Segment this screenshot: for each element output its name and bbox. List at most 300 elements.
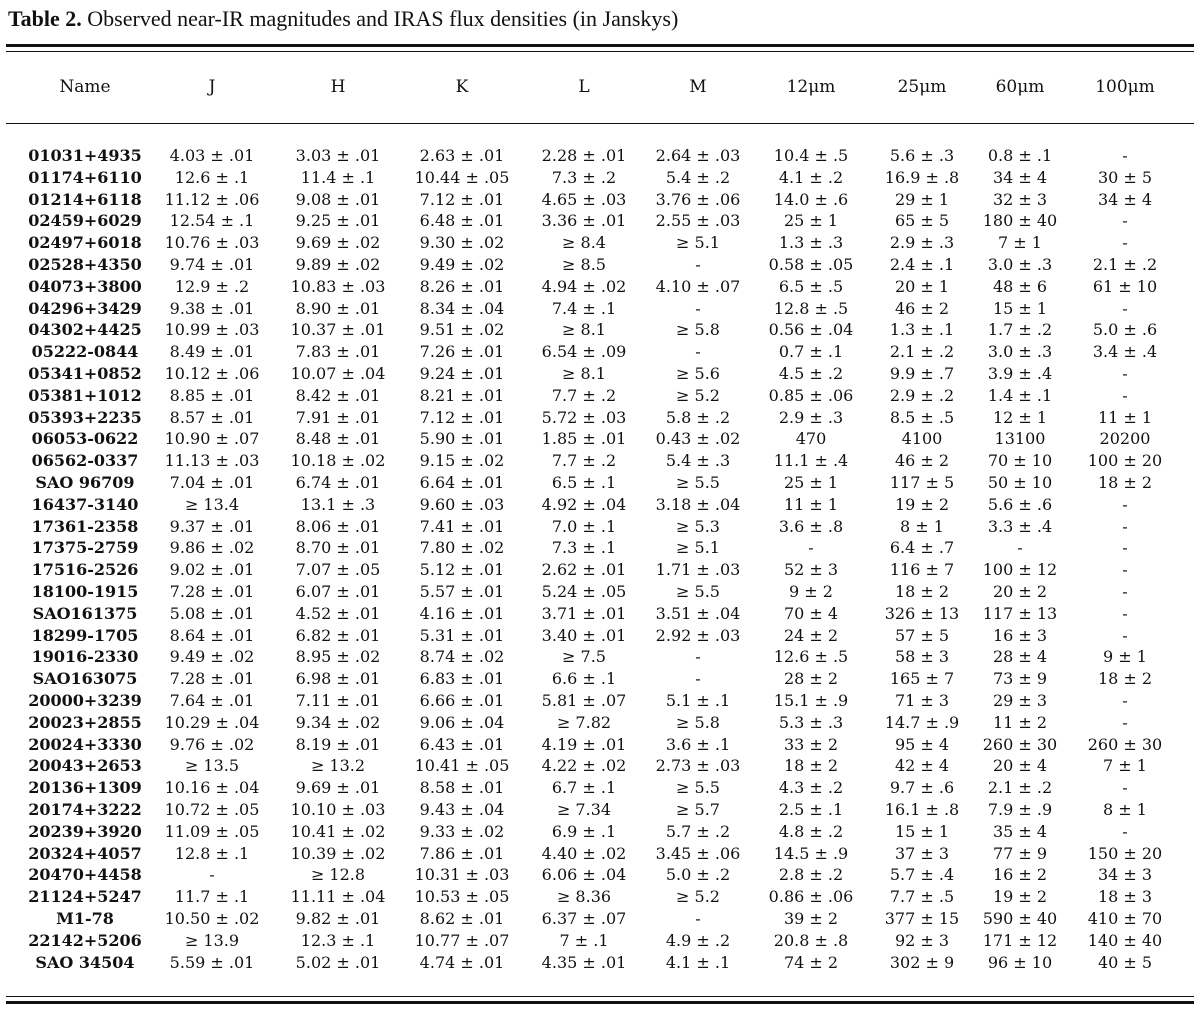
- table-cell: 4.65 ± .03: [541, 189, 627, 209]
- table-row: [0, 363, 1200, 385]
- object-name-cell: 01174+6110: [28, 167, 142, 187]
- table-cell: 3.40 ± .01: [541, 625, 627, 645]
- table-cell: 16.1 ± .8: [884, 800, 960, 819]
- table-cell: 0.86 ± .06: [768, 887, 854, 907]
- table-cell: 15 ± 1: [894, 821, 950, 841]
- table-cell: 5.90 ± .01: [419, 429, 505, 449]
- table-row: [0, 450, 1200, 472]
- table-row: [0, 646, 1200, 668]
- table-cell: 39 ± 2: [783, 909, 839, 928]
- table-cell: 3.3 ± .4: [987, 516, 1053, 536]
- table-cell: 11.11 ± .04: [290, 887, 386, 907]
- object-name-cell: 02528+4350: [28, 255, 142, 274]
- table-cell: 9.37 ± .01: [169, 516, 255, 536]
- table-cell: 9.82 ± .01: [295, 909, 381, 928]
- table-cell: 6.43 ± .01: [419, 734, 505, 754]
- table-cell: 5.6 ± .3: [889, 146, 955, 165]
- table-cell: ≥ 7.5: [562, 647, 606, 667]
- table-cell: 12.9 ± .2: [174, 276, 250, 296]
- table-cell: 11 ± 1: [1097, 407, 1153, 427]
- table-cell: 30 ± 5: [1097, 167, 1153, 187]
- table-cell: 7 ± .1: [559, 930, 609, 950]
- table-cell: 16.9 ± .8: [884, 167, 960, 187]
- top-rule: [6, 44, 1194, 47]
- object-name-cell: 17361-2358: [31, 516, 139, 536]
- table-cell: 92 ± 3: [894, 930, 950, 950]
- table-cell: 11.4 ± .1: [300, 167, 376, 187]
- table-cell: 3.45 ± .06: [655, 843, 741, 863]
- table-cell: 8.90 ± .01: [295, 298, 381, 318]
- table-cell: -: [695, 342, 701, 362]
- bottom-rule: [6, 1001, 1194, 1004]
- table-cell: 73 ± 9: [992, 669, 1048, 689]
- table-cell: 77 ± 9: [992, 843, 1048, 863]
- table-cell: 2.5 ± .1: [778, 800, 844, 819]
- table-cell: 117 ± 13: [982, 603, 1058, 623]
- table-cell: 2.1 ± .2: [987, 778, 1053, 798]
- table-row: [0, 864, 1200, 886]
- table-cell: 6.07 ± .01: [295, 582, 381, 601]
- column-header: K: [455, 77, 469, 97]
- table-row: [0, 668, 1200, 690]
- table-row: [0, 603, 1200, 625]
- table-row: [0, 712, 1200, 734]
- table-cell: 2.28 ± .01: [541, 146, 627, 165]
- object-name-cell: M1-78: [56, 909, 114, 928]
- table-cell: 7.9 ± .9: [987, 800, 1053, 819]
- table-cell: 9.60 ± .03: [419, 494, 505, 514]
- table-cell: 37 ± 3: [894, 843, 950, 863]
- table-cell: 9.33 ± .02: [419, 821, 505, 841]
- table-cell: 7.12 ± .01: [419, 407, 505, 427]
- table-cell: 117 ± 5: [889, 473, 955, 492]
- table-row: [0, 886, 1200, 908]
- table-cell: 95 ± 4: [894, 734, 950, 754]
- top-rule-inner: [6, 51, 1194, 52]
- table-cell: 5.24 ± .05: [541, 582, 627, 601]
- table-cell: 65 ± 5: [894, 211, 950, 231]
- table-cell: 1.7 ± .2: [987, 320, 1053, 340]
- table-row: [0, 581, 1200, 603]
- object-name-cell: 17375-2759: [31, 538, 139, 558]
- table-cell: 2.73 ± .03: [655, 756, 741, 776]
- table-cell: 4.92 ± .04: [541, 494, 627, 514]
- table-cell: ≥ 5.5: [676, 778, 720, 798]
- table-cell: 7.91 ± .01: [295, 407, 381, 427]
- table-cell: 6.4 ± .7: [889, 538, 955, 558]
- table-cell: 9.51 ± .02: [419, 320, 505, 340]
- table-cell: 8.48 ± .01: [295, 429, 381, 449]
- table-cell: 40 ± 5: [1097, 952, 1153, 972]
- table-cell: 61 ± 10: [1092, 276, 1158, 296]
- table-cell: 9.49 ± .02: [169, 647, 255, 667]
- table-cell: 10.90 ± .07: [164, 429, 260, 449]
- table-row: [0, 319, 1200, 341]
- table-cell: 9 ± 1: [1103, 647, 1147, 667]
- table-cell: 4.52 ± .01: [295, 603, 381, 623]
- table-cell: -: [695, 647, 701, 667]
- object-name-cell: 04302+4425: [28, 320, 142, 340]
- table-cell: 16 ± 2: [992, 865, 1048, 885]
- table-cell: 11 ± 1: [783, 494, 839, 514]
- table-cell: 8.70 ± .01: [295, 538, 381, 558]
- table-cell: 5.57 ± .01: [419, 582, 505, 601]
- table-cell: 1.85 ± .01: [541, 429, 627, 449]
- table-cell: 7.4 ± .1: [551, 298, 617, 318]
- table-cell: 5.81 ± .07: [541, 691, 627, 710]
- table-cell: 4.35 ± .01: [541, 952, 627, 972]
- table-cell: 4.19 ± .01: [541, 734, 627, 754]
- table-cell: 4.74 ± .01: [419, 952, 505, 972]
- table-cell: 4100: [901, 429, 943, 449]
- table-cell: 2.1 ± .2: [889, 342, 955, 362]
- object-name-cell: 01214+6118: [28, 189, 142, 209]
- table-cell: 5.72 ± .03: [541, 407, 627, 427]
- table-cell: 4.16 ± .01: [419, 603, 505, 623]
- table-cell: 180 ± 40: [982, 211, 1058, 231]
- object-name-cell: 02459+6029: [28, 211, 142, 231]
- table-cell: 14.5 ± .9: [773, 843, 849, 863]
- table-cell: 10.53 ± .05: [414, 887, 510, 907]
- table-row: [0, 210, 1200, 232]
- table-cell: 8.5 ± .5: [889, 407, 955, 427]
- table-cell: 165 ± 7: [889, 669, 955, 689]
- table-cell: 2.64 ± .03: [655, 146, 741, 165]
- table-cell: ≥ 5.2: [676, 887, 720, 907]
- column-header: 100μm: [1095, 77, 1155, 97]
- table-cell: 116 ± 7: [889, 560, 955, 580]
- table-cell: 33 ± 2: [783, 734, 839, 754]
- table-row: [0, 516, 1200, 538]
- table-cell: 11.7 ± .1: [174, 887, 250, 907]
- table-cell: 9.02 ± .01: [169, 560, 255, 580]
- table-cell: 4.1 ± .2: [778, 167, 844, 187]
- table-cell: -: [1122, 298, 1128, 318]
- table-cell: 4.3 ± .2: [778, 778, 844, 798]
- table-cell: 1.3 ± .3: [778, 233, 844, 253]
- table-cell: 58 ± 3: [894, 647, 950, 667]
- table-cell: 3.51 ± .04: [655, 603, 741, 623]
- column-header: J: [208, 77, 216, 97]
- table-cell: 74 ± 2: [783, 952, 839, 972]
- table-cell: 7.41 ± .01: [419, 516, 505, 536]
- table-cell: 7.7 ± .2: [551, 385, 617, 405]
- table-cell: -: [1122, 691, 1128, 710]
- table-cell: ≥ 7.34: [556, 800, 612, 819]
- table-cell: 20 ± 4: [992, 756, 1048, 776]
- table-cell: 10.50 ± .02: [164, 909, 260, 928]
- table-cell: 8.95 ± .02: [295, 647, 381, 667]
- table-cell: 9.24 ± .01: [419, 364, 505, 383]
- table-cell: 9.30 ± .02: [419, 233, 505, 253]
- table-row: [0, 428, 1200, 450]
- table-cell: ≥ 5.2: [676, 385, 720, 405]
- object-name-cell: 20174+3222: [28, 800, 142, 819]
- table-cell: ≥ 5.5: [676, 473, 720, 492]
- table-cell: ≥ 5.5: [676, 582, 720, 601]
- table-cell: -: [695, 255, 701, 274]
- table-cell: 46 ± 2: [894, 298, 950, 318]
- table-cell: 11.1 ± .4: [773, 451, 849, 471]
- table-cell: 590 ± 40: [982, 909, 1058, 928]
- table-cell: 7.64 ± .01: [169, 691, 255, 710]
- table-cell: 3.18 ± .04: [655, 494, 741, 514]
- table-row: [0, 189, 1200, 211]
- table-cell: 4.03 ± .01: [169, 146, 255, 165]
- table-header: [0, 72, 1200, 102]
- table-cell: 12.8 ± .5: [773, 298, 849, 318]
- object-name-cell: 20023+2855: [28, 712, 142, 732]
- table-cell: ≥ 13.4: [184, 494, 240, 514]
- table-cell: -: [1122, 603, 1128, 623]
- table-cell: 18 ± 2: [783, 756, 839, 776]
- table-cell: 10.41 ± .05: [414, 756, 510, 776]
- table-cell: 70 ± 4: [783, 603, 839, 623]
- table-cell: 16 ± 3: [992, 625, 1048, 645]
- table-row: [0, 167, 1200, 189]
- table-cell: 1.71 ± .03: [655, 560, 741, 580]
- table-cell: 6.98 ± .01: [295, 669, 381, 689]
- table-cell: -: [1122, 582, 1128, 601]
- table-cell: 9.49 ± .02: [419, 255, 505, 274]
- table-cell: 10.16 ± .04: [164, 778, 260, 798]
- table-cell: 6.82 ± .01: [295, 625, 381, 645]
- table-cell: 57 ± 5: [894, 625, 950, 645]
- table-cell: 11.13 ± .03: [164, 451, 260, 471]
- table-cell: 9.69 ± .01: [295, 778, 381, 798]
- table-cell: 18 ± 2: [1097, 669, 1153, 689]
- table-cell: 8.64 ± .01: [169, 625, 255, 645]
- table-cell: 6.74 ± .01: [295, 473, 381, 492]
- table-cell: 6.54 ± .09: [541, 342, 627, 362]
- table-cell: -: [1122, 146, 1128, 165]
- object-name-cell: 05341+0852: [28, 364, 142, 383]
- table-cell: 5.4 ± .3: [665, 451, 731, 471]
- table-row: [0, 407, 1200, 429]
- table-cell: 9 ± 2: [789, 582, 833, 601]
- table-cell: 4.40 ± .02: [541, 843, 627, 863]
- object-name-cell: 02497+6018: [28, 233, 142, 253]
- table-cell: 4.5 ± .2: [778, 364, 844, 383]
- table-cell: 29 ± 1: [894, 189, 950, 209]
- table-cell: 32 ± 3: [992, 189, 1048, 209]
- table-cell: 10.76 ± .03: [164, 233, 260, 253]
- table-cell: 9.34 ± .02: [295, 712, 381, 732]
- table-cell: 9.74 ± .01: [169, 255, 255, 274]
- table-cell: 5.08 ± .01: [169, 603, 255, 623]
- object-name-cell: 20239+3920: [28, 821, 142, 841]
- table-cell: 10.39 ± .02: [290, 843, 386, 863]
- table-cell: -: [695, 298, 701, 318]
- table-cell: 6.6 ± .1: [551, 669, 617, 689]
- table-cell: 8 ± 1: [1103, 800, 1147, 819]
- table-cell: 10.37 ± .01: [290, 320, 386, 340]
- object-name-cell: 20000+3239: [28, 691, 142, 710]
- table-cell: 2.8 ± .2: [778, 865, 844, 885]
- table-cell: -: [1122, 233, 1128, 253]
- table-cell: 7.07 ± .05: [295, 560, 381, 580]
- table-cell: ≥ 5.8: [676, 320, 720, 340]
- object-name-cell: 06562-0337: [31, 451, 139, 471]
- table-cell: 10.44 ± .05: [414, 167, 510, 187]
- column-header: M: [689, 77, 707, 97]
- table-cell: -: [1122, 211, 1128, 231]
- table-row: [0, 494, 1200, 516]
- table-cell: 7.7 ± .2: [551, 451, 617, 471]
- table-cell: 25 ± 1: [783, 211, 839, 231]
- table-row: [0, 930, 1200, 952]
- table-cell: 377 ± 15: [884, 909, 960, 928]
- table-cell: 18 ± 3: [1097, 887, 1153, 907]
- table-cell: 8.42 ± .01: [295, 385, 381, 405]
- table-cell: 7.7 ± .5: [889, 887, 955, 907]
- column-header: Name: [59, 77, 111, 97]
- object-name-cell: 05222-0844: [31, 342, 139, 362]
- table-cell: -: [1122, 516, 1128, 536]
- table-cell: 12.54 ± .1: [169, 211, 255, 231]
- table-cell: 7.86 ± .01: [419, 843, 505, 863]
- table-cell: 7.83 ± .01: [295, 342, 381, 362]
- table-cell: 140 ± 40: [1087, 930, 1163, 950]
- table-cell: ≥ 13.2: [310, 756, 366, 776]
- table-cell: 7.04 ± .01: [169, 473, 255, 492]
- table-cell: 20200: [1099, 429, 1151, 449]
- object-name-cell: 18299-1705: [31, 625, 139, 645]
- table-cell: 6.64 ± .01: [419, 473, 505, 492]
- table-cell: 8 ± 1: [900, 516, 944, 536]
- table-cell: 20 ± 1: [894, 276, 950, 296]
- table-cell: 6.5 ± .5: [778, 276, 844, 296]
- table-cell: -: [1122, 821, 1128, 841]
- table-cell: 50 ± 10: [987, 473, 1053, 492]
- table-cell: 9.15 ± .02: [419, 451, 505, 471]
- table-cell: 18 ± 2: [1097, 473, 1153, 492]
- table-cell: 100 ± 20: [1087, 451, 1163, 471]
- table-cell: 52 ± 3: [783, 560, 839, 580]
- table-cell: 326 ± 13: [884, 603, 960, 623]
- table-cell: 5.7 ± .4: [889, 865, 955, 885]
- table-cell: 2.4 ± .1: [889, 255, 955, 274]
- table-cell: 6.7 ± .1: [551, 778, 617, 798]
- table-cell: 19 ± 2: [894, 494, 950, 514]
- column-header: 25μm: [897, 77, 947, 97]
- table-cell: 5.0 ± .6: [1092, 320, 1158, 340]
- table-cell: -: [1122, 538, 1128, 558]
- table-cell: 12.6 ± .5: [773, 647, 849, 667]
- table-cell: 46 ± 2: [894, 451, 950, 471]
- table-cell: 0.85 ± .06: [768, 385, 854, 405]
- table-cell: 15.1 ± .9: [773, 691, 849, 710]
- table-cell: 5.02 ± .01: [295, 952, 381, 972]
- table-cell: 0.7 ± .1: [778, 342, 844, 362]
- table-cell: 12.6 ± .1: [174, 167, 250, 187]
- column-header: 60μm: [995, 77, 1045, 97]
- table-row: [0, 734, 1200, 756]
- table-cell: ≥ 5.8: [676, 712, 720, 732]
- table-cell: 1.3 ± .1: [889, 320, 955, 340]
- table-cell: 6.06 ± .04: [541, 865, 627, 885]
- object-name-cell: 04296+3429: [28, 298, 142, 318]
- table-row: [0, 777, 1200, 799]
- table-cell: -: [695, 909, 701, 928]
- table-row: [0, 298, 1200, 320]
- table-cell: 7.11 ± .01: [295, 691, 381, 710]
- table-cell: 19 ± 2: [992, 887, 1048, 907]
- table-cell: 12.8 ± .1: [174, 843, 250, 863]
- table-cell: 10.18 ± .02: [290, 451, 386, 471]
- table-cell: 2.9 ± .2: [889, 385, 955, 405]
- table-cell: 9.43 ± .04: [419, 800, 505, 819]
- table-cell: 9.06 ± .04: [419, 712, 505, 732]
- bottom-rule-inner: [6, 996, 1194, 997]
- table-cell: 10.77 ± .07: [414, 930, 510, 950]
- table-cell: 9.86 ± .02: [169, 538, 255, 558]
- table-cell: 4.22 ± .02: [541, 756, 627, 776]
- table-cell: 3.71 ± .01: [541, 603, 627, 623]
- table-cell: 2.9 ± .3: [778, 407, 844, 427]
- table-cell: 10.72 ± .05: [164, 800, 260, 819]
- table-cell: 9.9 ± .7: [889, 364, 955, 383]
- table-cell: 6.83 ± .01: [419, 669, 505, 689]
- table-cell: 5.8 ± .2: [665, 407, 731, 427]
- object-name-cell: SAO161375: [32, 603, 138, 623]
- table-cell: 10.12 ± .06: [164, 364, 260, 383]
- column-header: L: [578, 77, 590, 97]
- table-cell: 9.89 ± .02: [295, 255, 381, 274]
- table-cell: 302 ± 9: [889, 952, 955, 972]
- table-cell: 0.8 ± .1: [987, 146, 1053, 165]
- table-cell: 10.10 ± .03: [290, 800, 386, 819]
- table-cell: 10.99 ± .03: [164, 320, 260, 340]
- table-caption-text: Observed near-IR magnitudes and IRAS flux densities (in Janskys): [87, 6, 679, 31]
- table-cell: 8.19 ± .01: [295, 734, 381, 754]
- table-cell: 3.4 ± .4: [1092, 342, 1158, 362]
- object-name-cell: 21124+5247: [28, 887, 142, 907]
- table-row: [0, 254, 1200, 276]
- table-cell: 10.41 ± .02: [290, 821, 386, 841]
- table-cell: 48 ± 6: [992, 276, 1048, 296]
- table-cell: 34 ± 4: [992, 167, 1048, 187]
- table-cell: 10.4 ± .5: [773, 146, 849, 165]
- table-cell: 18 ± 2: [894, 582, 950, 601]
- object-name-cell: 20024+3330: [28, 734, 142, 754]
- table-cell: 25 ± 1: [783, 473, 839, 492]
- table-row: [0, 821, 1200, 843]
- table-cell: -: [1122, 494, 1128, 514]
- table-cell: 171 ± 12: [982, 930, 1058, 950]
- table-cell: 9.69 ± .02: [295, 233, 381, 253]
- table-cell: 6.66 ± .01: [419, 691, 505, 710]
- table-cell: 3.6 ± .1: [665, 734, 731, 754]
- object-name-cell: SAO163075: [32, 669, 138, 689]
- object-name-cell: 04073+3800: [28, 276, 142, 296]
- table-cell: 3.76 ± .06: [655, 189, 741, 209]
- table-caption: [8, 4, 678, 34]
- table-cell: 3.0 ± .3: [987, 342, 1053, 362]
- table-cell: -: [1122, 385, 1128, 405]
- table-row: [0, 559, 1200, 581]
- table-cell: ≥ 5.1: [676, 233, 720, 253]
- table-cell: 3.6 ± .8: [778, 516, 844, 536]
- object-name-cell: 20043+2653: [28, 756, 142, 776]
- table-cell: 9.25 ± .01: [295, 211, 381, 231]
- table-cell: 7.26 ± .01: [419, 342, 505, 362]
- table-cell: 14.7 ± .9: [884, 712, 960, 732]
- table-cell: -: [1122, 778, 1128, 798]
- table-cell: 5.31 ± .01: [419, 625, 505, 645]
- table-cell: 5.6 ± .6: [987, 494, 1053, 514]
- table-cell: 96 ± 10: [987, 952, 1053, 972]
